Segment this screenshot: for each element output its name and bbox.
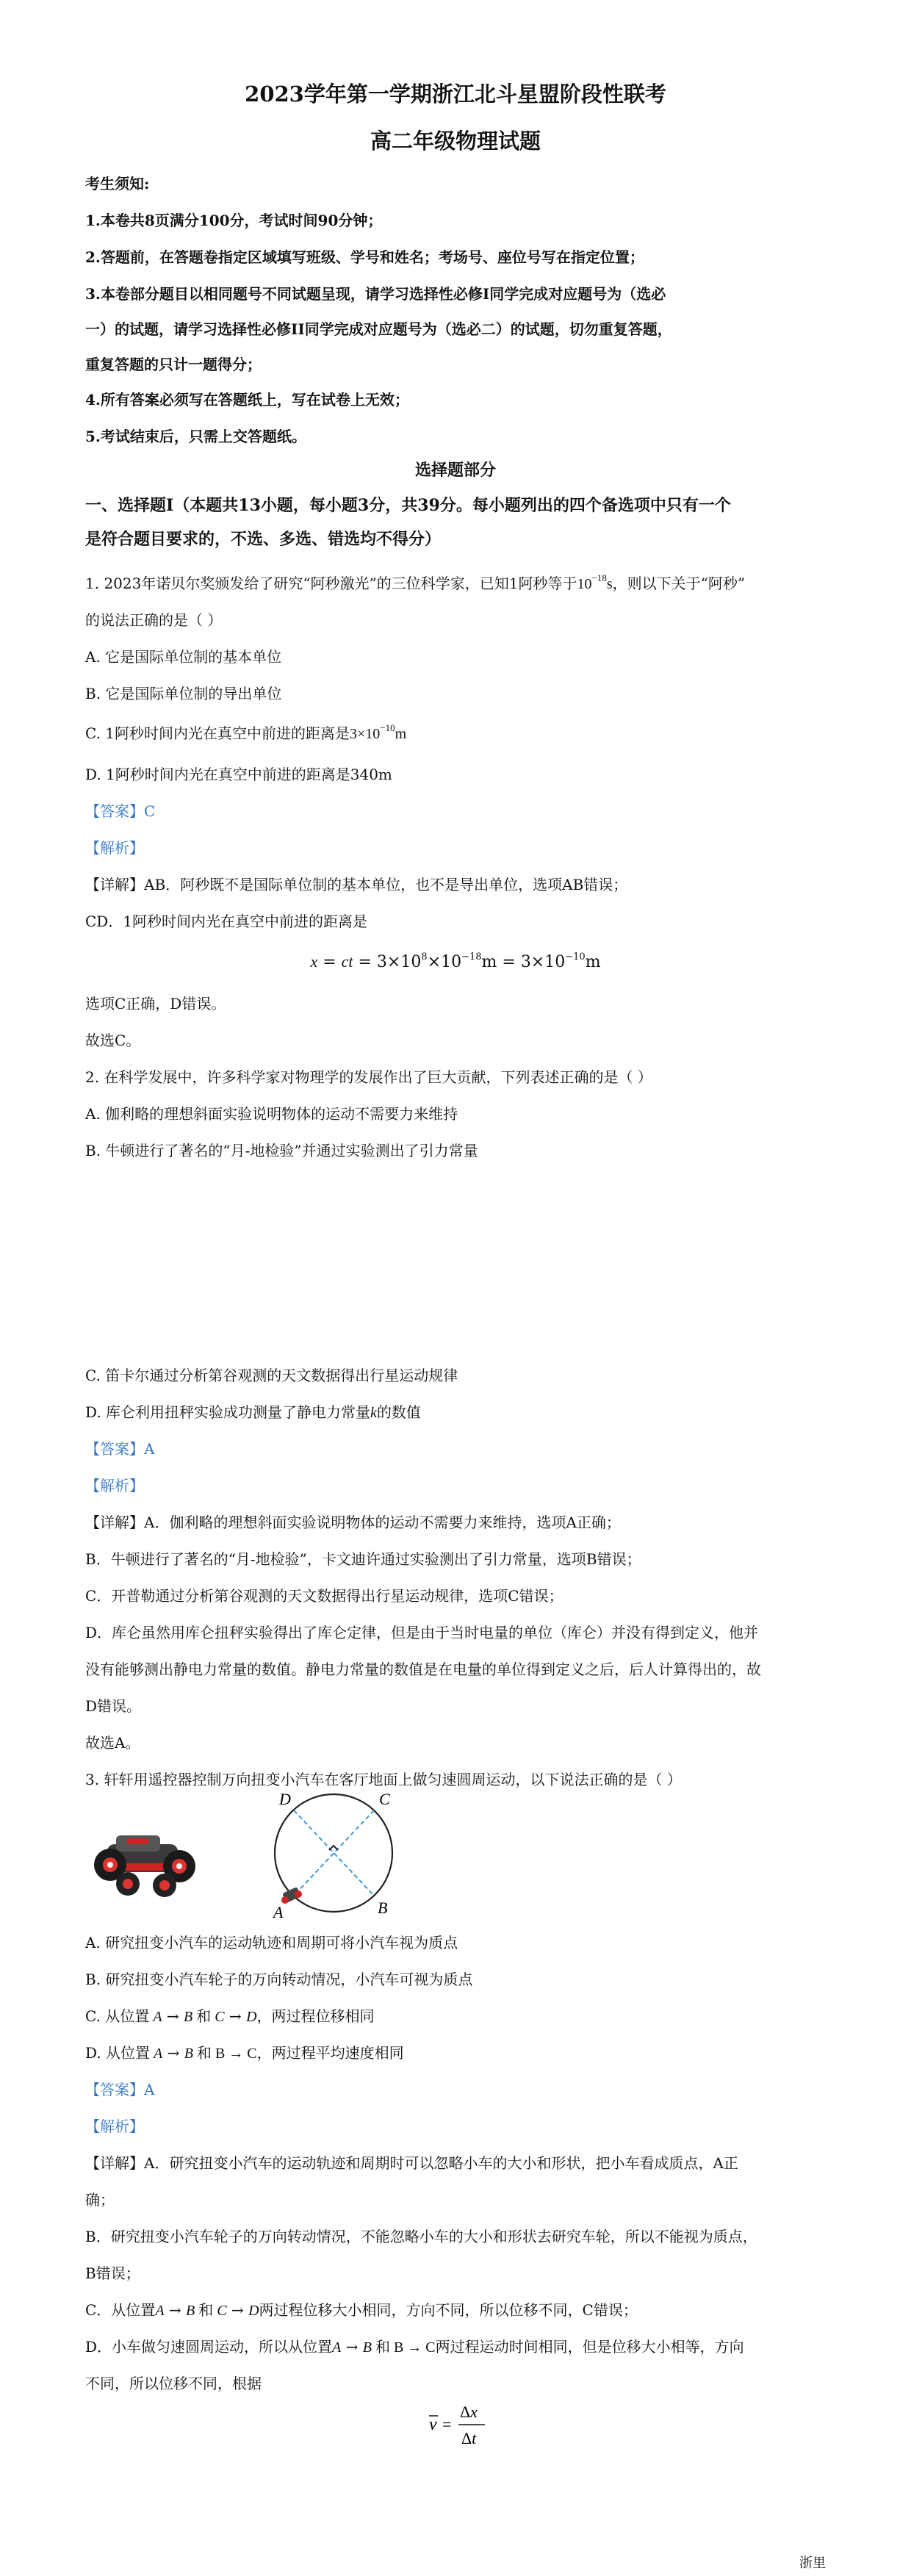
q1-stem-math: $10^{-18}s$: [577, 572, 613, 592]
svg-text:A: A: [273, 1903, 284, 1919]
notice-item: 重复答题的只计一题得分；: [85, 356, 262, 373]
q1-detail: 【详解】AB．阿秒既不是国际单位制的基本单位，也不是导出单位，选项AB错误；: [85, 876, 628, 893]
q3-detail-b-cont: B错误；: [85, 2264, 140, 2282]
svg-text:Δx: Δx: [460, 2403, 478, 2421]
q1-option-b: B. 它是国际单位制的导出单位: [85, 685, 282, 702]
svg-text:C: C: [379, 1790, 390, 1808]
toy-car-image: [82, 1819, 207, 1900]
q1-answer: 【答案】C: [85, 802, 156, 820]
page-footer: 浙里: [799, 2555, 826, 2571]
q3-stem: 3. 轩轩用遥控器控制万向扭变小汽车在客厅地面上做匀速圆周运动，以下说法正确的是（ ）: [85, 1771, 682, 1788]
q2-option-b: B. 牛顿进行了著名的“月-地检验”并通过实验测出了引力常量: [85, 1142, 478, 1159]
q2-analysis-tag: 【解析】: [85, 1477, 144, 1494]
svg-text:D: D: [279, 1790, 291, 1808]
average-velocity-formula: [419, 2397, 492, 2451]
q1-option-d: D. 1阿秒时间内光在真空中前进的距离是340m: [85, 766, 392, 783]
q2-detail-c: C．开普勒通过分析第谷观测的天文数据得出行星运动规律，选项C错误；: [85, 1587, 563, 1605]
q3-detail-d: D．小车做匀速圆周运动，所以从位置A → B 和 B → C两过程运动时间相同，但是位移大小相等，方向: [85, 2338, 744, 2356]
section-part: 选择题部分: [414, 461, 496, 480]
q1-option-a: A. 它是国际单位制的基本单位: [85, 648, 282, 666]
notice-heading: 考生须知:: [85, 175, 150, 193]
q2-detail-a: 【详解】A．伽利略的理想斜面实验说明物体的运动不需要力来维持，选项A正确；: [85, 1514, 621, 1531]
q2-stem: 2. 在科学发展中，许多科学家对物理学的发展作出了巨大贡献，下列表述正确的是（ ）: [85, 1068, 652, 1086]
q1-option-c: C. 1阿秒时间内光在真空中前进的距离是$3\times 10^{-10}m$: [85, 722, 407, 742]
exam-subtitle: 高二年级物理试题: [370, 129, 541, 154]
q1-stem-cont: 的说法正确的是（ ）: [85, 611, 223, 629]
q3-detail-c: C．从位置A → B 和 C → D两过程位移大小相同，方向不同，所以位移不同，C错误；: [85, 2301, 638, 2319]
q2-conclusion: 故选A。: [85, 1734, 140, 1752]
q3-detail-a: 【详解】A．研究扭变小汽车的运动轨迹和周期时可以忽略小车的大小和形状，把小车看成质点，A正: [85, 2154, 738, 2172]
notice-item: 一）的试题，请学习选择性必修II同学完成对应题号为（选必二）的试题，切勿重复答题，: [85, 320, 672, 338]
q3-answer: 【答案】A: [85, 2081, 155, 2098]
notice-item: 2.答题前，在答题卷指定区域填写班级、学号和姓名；考场号、座位号写在指定位置；: [85, 248, 644, 266]
q2-option-c: C. 笛卡尔通过分析第谷观测的天文数据得出行星运动规律: [85, 1367, 458, 1384]
section-heading-cont: 是符合题目要求的，不选、多选、错选均不得分）: [85, 530, 442, 549]
q3-detail-b: B．研究扭变小汽车轮子的万向转动情况，不能忽略小车的大小和形状去研究车轮，所以不能视为质点，: [85, 2228, 757, 2245]
q1-detail-3: 选项C正确，D错误。: [85, 995, 226, 1012]
circular-path-diagram: [269, 1787, 401, 1919]
q2-detail-d: D．库仑虽然用库仑扭秤实验得出了库仑定律，但是由于当时电量的单位（库仑）并没有得到定义，他并: [85, 1624, 759, 1641]
q2-detail-d-cont: 没有能够测出静电力常量的数值。静电力常量的数值是在电量的单位得到定义之后，后人计算得出的，故: [85, 1661, 761, 1678]
svg-text:=: =: [442, 2415, 452, 2433]
section-heading: 一、选择题I（本题共13小题，每小题3分，共39分。每小题列出的四个备选项中只有一个: [85, 496, 731, 515]
notice-item: 5.考试结束后，只需上交答题纸。: [85, 428, 306, 445]
exam-title: 2023学年第一学期浙江北斗星盟阶段性联考: [245, 82, 666, 107]
q2-answer: 【答案】A: [85, 1440, 155, 1458]
q3-option-c: C. 从位置 A → B 和 C → D，两过程位移相同: [85, 2007, 375, 2025]
notice-item: 1.本卷共8页满分100分，考试时间90分钟；: [85, 212, 383, 229]
q1-option-c-math: $3\times 10^{-10}m$: [350, 722, 407, 742]
notice-item: 4.所有答案必须写在答题纸上，写在试卷上无效；: [85, 391, 409, 409]
svg-text:Δt: Δt: [461, 2429, 477, 2447]
q3-option-d: D. 从位置 A → B 和 B → C，两过程平均速度相同: [85, 2044, 404, 2062]
q3-option-b: B. 研究扭变小汽车轮子的万向转动情况，小汽车可视为质点: [85, 1971, 473, 1988]
notice-item: 3.本卷部分题目以相同题号不同试题呈现，请学习选择性必修I同学完成对应题号为（选必: [85, 285, 666, 303]
q1-conclusion: 故选C。: [85, 1032, 141, 1049]
q2-option-a: A. 伽利略的理想斜面实验说明物体的运动不需要力来维持: [85, 1105, 458, 1123]
q3-option-a: A. 研究扭变小汽车的运动轨迹和周期可将小汽车视为质点: [85, 1934, 458, 1951]
q3-detail-d-cont: 不同，所以位移不同，根据: [85, 2375, 262, 2392]
q1-analysis-tag: 【解析】: [85, 839, 144, 857]
svg-text:B: B: [378, 1899, 388, 1917]
q1-detail-2: CD．1阿秒时间内光在真空中前进的距离是: [85, 913, 368, 930]
svg-text:v: v: [429, 2415, 437, 2434]
q3-detail-a-cont: 确；: [85, 2191, 115, 2209]
q2-detail-b: B．牛顿进行了著名的“月-地检验”，卡文迪许通过实验测出了引力常量，选项B错误；: [85, 1550, 641, 1568]
q1-formula: x = ct = $3\times 10^8\times 10^{-18}m = 3\times 10^{-10}m$: [310, 951, 601, 971]
q3-analysis-tag: 【解析】: [85, 2118, 144, 2135]
q2-detail-d-end: D错误。: [85, 1697, 142, 1715]
q2-option-d: D. 库仑利用扭秤实验成功测量了静电力常量k的数值: [85, 1403, 421, 1421]
q1-stem: 1. 2023年诺贝尔奖颁发给了研究“阿秒激光”的三位科学家，已知1阿秒等于$10^{-18}s$，则以下关于“阿秒”: [85, 572, 746, 592]
